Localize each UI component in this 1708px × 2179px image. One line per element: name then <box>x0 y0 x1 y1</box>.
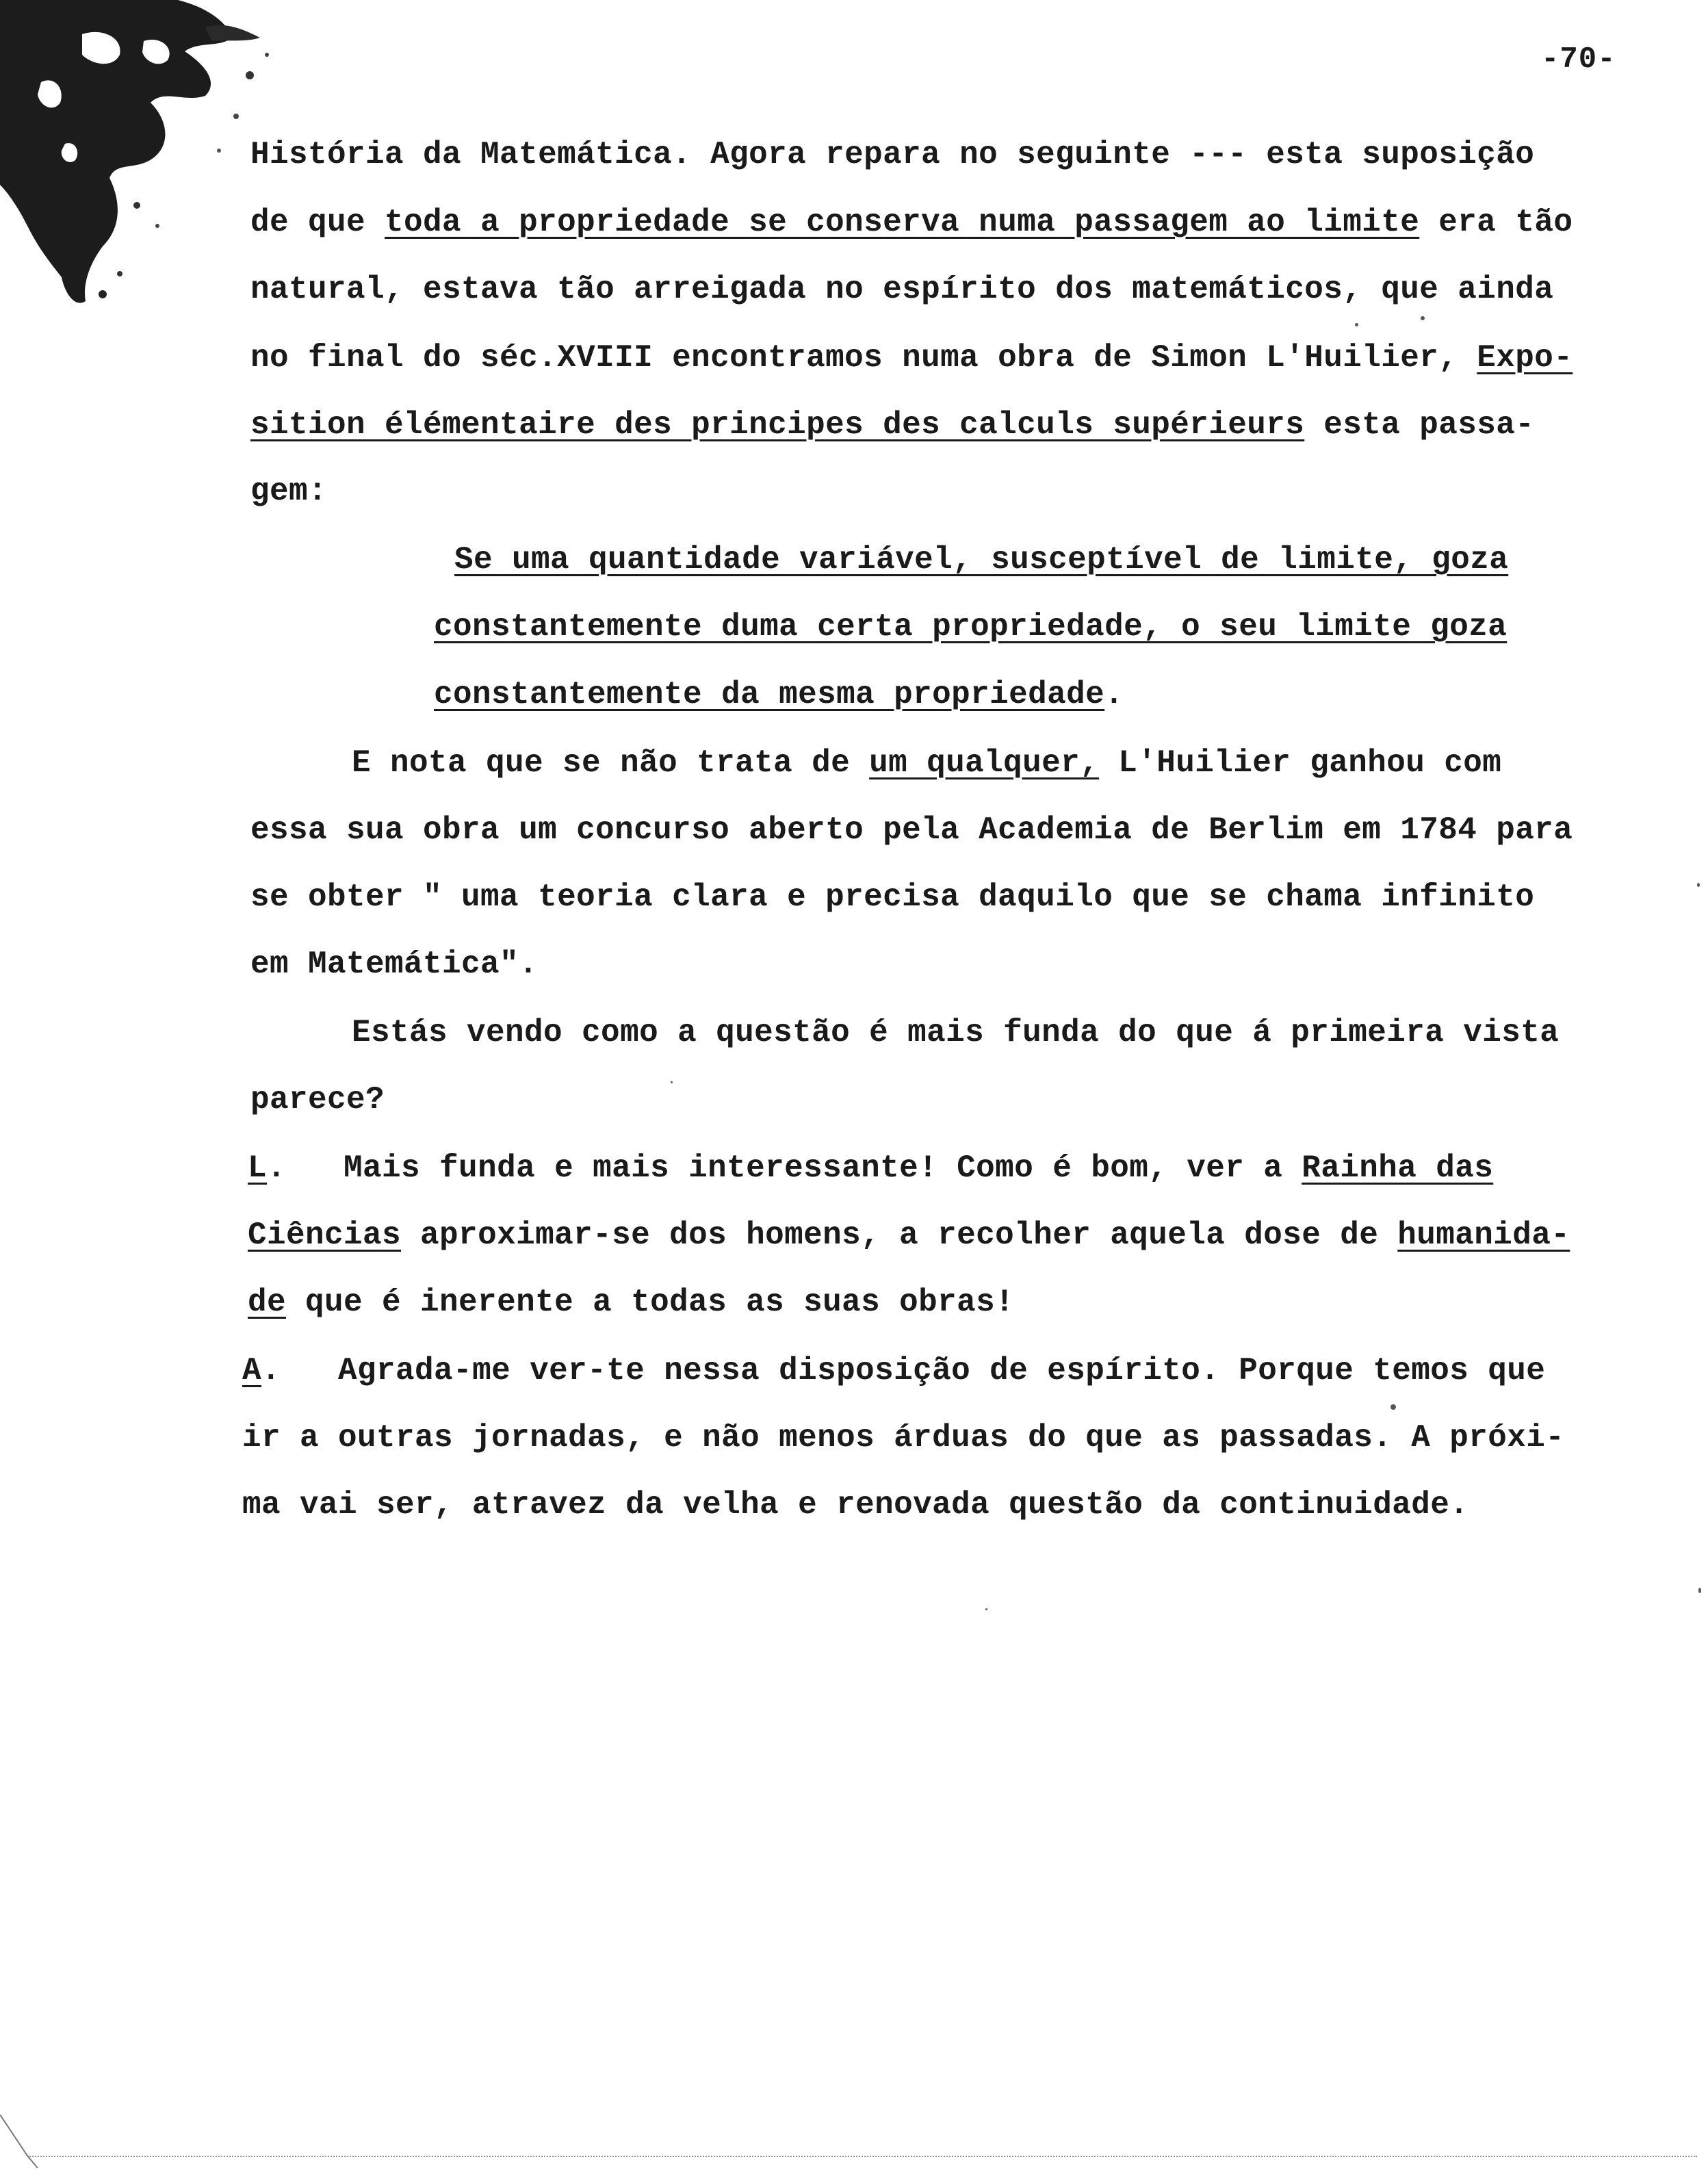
text-run: ma vai ser, atravez da velha e renovada questão da continuidade. <box>242 1487 1469 1523</box>
text-run: . Mais funda e mais interessante! Como é bom, ver a <box>267 1150 1302 1186</box>
text-run: esta passa- <box>1304 407 1535 443</box>
text-line <box>250 342 1573 374</box>
text-line <box>242 1355 1545 1387</box>
text-line <box>242 1422 1564 1454</box>
text-line <box>250 139 1534 170</box>
text-run: . Agrada-me ver-te nessa disposição de espírito. Porque temos que <box>261 1353 1546 1389</box>
ink-speck <box>1421 316 1425 320</box>
text-line <box>434 611 1507 643</box>
text-line <box>250 207 1573 238</box>
text-run: L'Huilier ganhou com <box>1099 745 1502 781</box>
ink-speck <box>985 1608 987 1610</box>
text-line <box>250 881 1534 913</box>
scan-bottom-edge <box>27 2156 1697 2157</box>
text-run: Estás vendo como a questão é mais funda do que á primeira vista <box>352 1015 1560 1050</box>
text-line <box>248 1152 1493 1184</box>
underlined-phrase: L <box>248 1150 268 1186</box>
text-run: que é inerente a todas as suas obras! <box>286 1285 1015 1320</box>
text-line <box>250 476 327 507</box>
text-run: de que <box>250 205 385 240</box>
text-run: essa sua obra um concurso aberto pela Academia de Berlim em 1784 para <box>250 812 1573 848</box>
text-run: E nota que se não trata de <box>352 745 870 781</box>
ink-speck <box>1697 883 1700 887</box>
text-line <box>250 946 539 982</box>
text-line <box>250 1084 385 1116</box>
text-run: parece? <box>250 1082 385 1118</box>
underlined-phrase: sition élémentaire des principes des calculs supérieurs <box>250 407 1305 443</box>
text-line <box>434 679 1124 710</box>
text-run: se obter " uma teoria clara e precisa daquilo que se chama infinito <box>250 879 1535 915</box>
text-line <box>248 1217 1570 1253</box>
ink-speck <box>671 1081 673 1083</box>
text-run: era tão <box>1419 205 1573 240</box>
text-line <box>242 1489 1468 1521</box>
ink-speck <box>1355 323 1358 326</box>
underlined-phrase: constantemente duma certa propriedade, o seu limite goza <box>434 609 1508 645</box>
scan-edge-mark <box>0 2115 48 2169</box>
text-run: aproximar-se dos homens, a recolher aquela dose de <box>401 1217 1398 1253</box>
text-line <box>454 544 1508 576</box>
underlined-phrase: de <box>248 1285 287 1320</box>
text-line <box>248 1287 1014 1318</box>
text-run: ir a outras jornadas, e não menos árduas do que as passadas. A próxi- <box>242 1420 1565 1456</box>
text-run: gem: <box>250 474 328 509</box>
text-run: natural, estava tão arreigada no espírito dos matemáticos, que ainda <box>250 272 1554 307</box>
underlined-phrase: Expo- <box>1477 340 1573 376</box>
ink-stain-corner <box>0 0 287 315</box>
page-number: -70- <box>1541 42 1616 77</box>
text-run: no final do séc.XVIII encontramos numa obra de Simon L'Huilier, <box>250 340 1477 376</box>
text-line <box>352 747 1501 779</box>
underlined-phrase: um qualquer, <box>869 745 1100 781</box>
text-line <box>250 409 1534 441</box>
text-run: em Matemática". <box>250 946 539 982</box>
underlined-phrase: Ciências <box>248 1217 402 1253</box>
underlined-phrase: Se uma quantidade variável, susceptível de limite, goza <box>454 542 1509 578</box>
text-line <box>250 814 1573 846</box>
underlined-phrase: A <box>242 1353 262 1389</box>
underlined-phrase: humanida- <box>1397 1217 1570 1253</box>
text-line <box>352 1017 1559 1048</box>
underlined-phrase: constantemente da mesma propriedade <box>434 677 1105 712</box>
underlined-phrase: toda a propriedade se conserva numa passagem ao limite <box>385 205 1420 240</box>
text-line <box>250 274 1553 305</box>
ink-speck <box>1698 1588 1701 1593</box>
text-run: História da Matemática. Agora repara no seguinte --- esta suposição <box>250 137 1535 172</box>
underlined-phrase: Rainha das <box>1302 1150 1494 1186</box>
ink-speck <box>1390 1404 1396 1410</box>
text-run: . <box>1104 677 1124 712</box>
